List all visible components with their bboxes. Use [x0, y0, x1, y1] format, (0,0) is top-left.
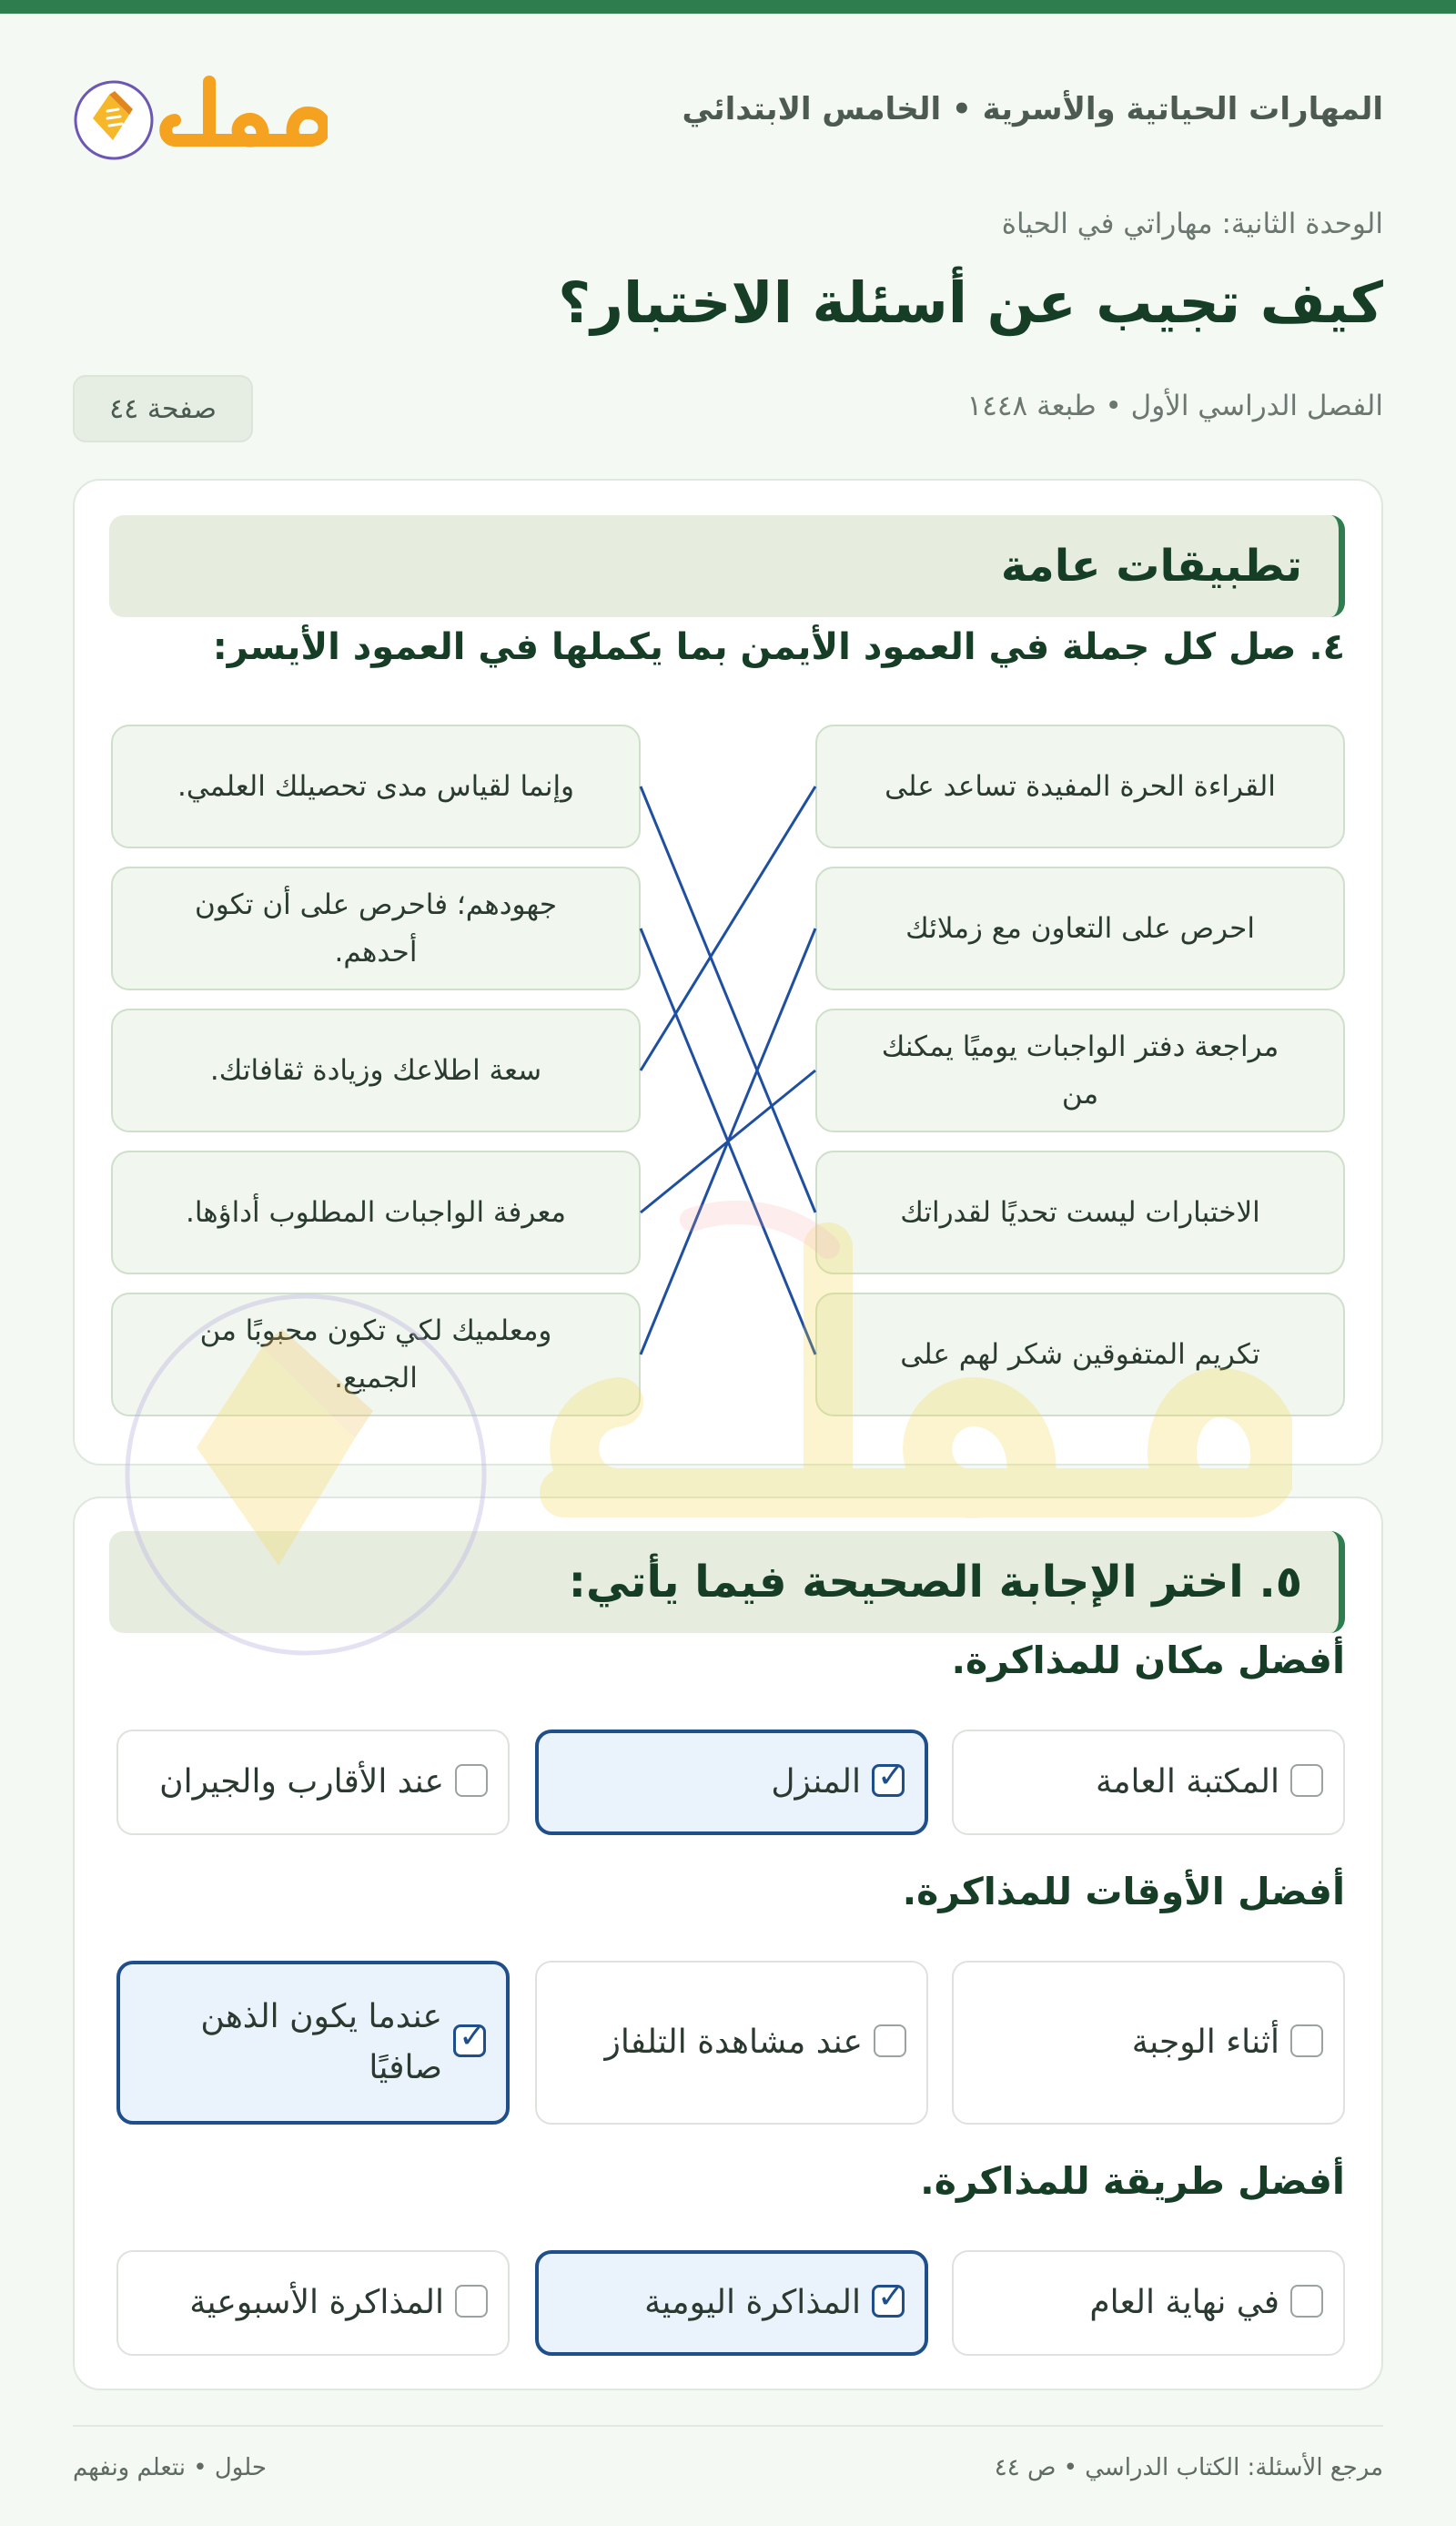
match-line: [641, 786, 815, 1212]
unit-label: الوحدة الثانية: مهاراتي في الحياة: [1001, 208, 1383, 240]
match-left-item[interactable]: وإنما لقياس مدى تحصيلك العلمي.: [111, 725, 641, 848]
footer-reference: مرجع الأسئلة: الكتاب الدراسي • ص ٤٤: [994, 2454, 1383, 2481]
question-prompt: أفضل الأوقات للمذاكرة.: [902, 1870, 1345, 1913]
page-number-badge: صفحة ٤٤: [73, 375, 253, 442]
checkbox[interactable]: [1290, 1764, 1323, 1797]
match-left-item[interactable]: ومعلميك لكي تكون محبوبًا من الجميع.: [111, 1293, 641, 1416]
option-clear-mind[interactable]: ✓ عندما يكون الذهن صافيًا: [116, 1961, 510, 2125]
match-right-item[interactable]: مراجعة دفتر الواجبات يوميًا يمكنك من: [815, 1009, 1345, 1132]
checkbox[interactable]: [1290, 2024, 1323, 2057]
check-icon: ✓: [459, 2018, 487, 2055]
footer-divider: [73, 2425, 1383, 2427]
question-prompt: أفضل مكان للمذاكرة.: [951, 1638, 1345, 1682]
match-right-item[interactable]: تكريم المتفوقين شكر لهم على: [815, 1293, 1345, 1416]
checkbox[interactable]: [455, 2285, 488, 2318]
match-line: [641, 928, 815, 1354]
match-right-item[interactable]: الاختبارات ليست تحديًا لقدراتك: [815, 1151, 1345, 1274]
option-public-library[interactable]: المكتبة العامة: [952, 1730, 1345, 1835]
option-end-of-year[interactable]: في نهاية العام: [952, 2250, 1345, 2356]
question-prompt: أفضل طريقة للمذاكرة.: [920, 2159, 1345, 2203]
checkbox-checked[interactable]: [872, 1758, 905, 1797]
match-left-item[interactable]: جهودهم؛ فاحرص على أن تكون أحدهم.: [111, 867, 641, 990]
option-daily-study[interactable]: ✓ المذاكرة اليومية: [535, 2250, 928, 2356]
top-accent-bar: [0, 0, 1456, 14]
option-home[interactable]: ✓ المنزل: [535, 1730, 928, 1835]
checkbox[interactable]: [1290, 2285, 1323, 2318]
checkbox[interactable]: [874, 2024, 906, 2057]
match-left-item[interactable]: سعة اطلاعك وزيادة ثقافاتك.: [111, 1009, 641, 1132]
check-icon: ✓: [877, 1758, 905, 1795]
matching-card: [73, 479, 1383, 1466]
hulul-logo: [73, 62, 328, 171]
match-line: [641, 1070, 815, 1212]
option-watching-tv[interactable]: عند مشاهدة التلفاز: [535, 1961, 928, 2125]
section-heading-choose: ٥. اختر الإجابة الصحيحة فيما يأتي:: [109, 1531, 1345, 1633]
option-relatives[interactable]: عند الأقارب والجيران: [116, 1730, 510, 1835]
option-weekly-study[interactable]: المذاكرة الأسبوعية: [116, 2250, 510, 2356]
semester-label: الفصل الدراسي الأول • طبعة ١٤٤٨: [966, 390, 1383, 422]
check-icon: ✓: [877, 2278, 905, 2316]
multiple-choice-card: [73, 1496, 1383, 2390]
match-right-item[interactable]: القراءة الحرة المفيدة تساعد على: [815, 725, 1345, 848]
match-left-item[interactable]: معرفة الواجبات المطلوب أداؤها.: [111, 1151, 641, 1274]
checkbox-checked[interactable]: [453, 2018, 487, 2057]
footer-brand: حلول • نتعلم ونفهم: [73, 2454, 267, 2481]
option-during-meal[interactable]: أثناء الوجبة: [952, 1961, 1345, 2125]
checkbox-checked[interactable]: [872, 2278, 905, 2318]
page-title: كيف تجيب عن أسئلة الاختبار؟: [558, 269, 1383, 336]
matching-instruction: ٤. صل كل جملة في العمود الأيمن بما يكملها في العمود الأيسر:: [212, 626, 1345, 668]
section-heading-applications: تطبيقات عامة: [109, 515, 1345, 617]
checkbox[interactable]: [455, 1764, 488, 1797]
match-line: [641, 786, 815, 1070]
header-title: المهارات الحياتية والأسرية • الخامس الابتدائي: [682, 91, 1383, 127]
match-line: [641, 928, 815, 1354]
match-right-item[interactable]: احرص على التعاون مع زملائك: [815, 867, 1345, 990]
